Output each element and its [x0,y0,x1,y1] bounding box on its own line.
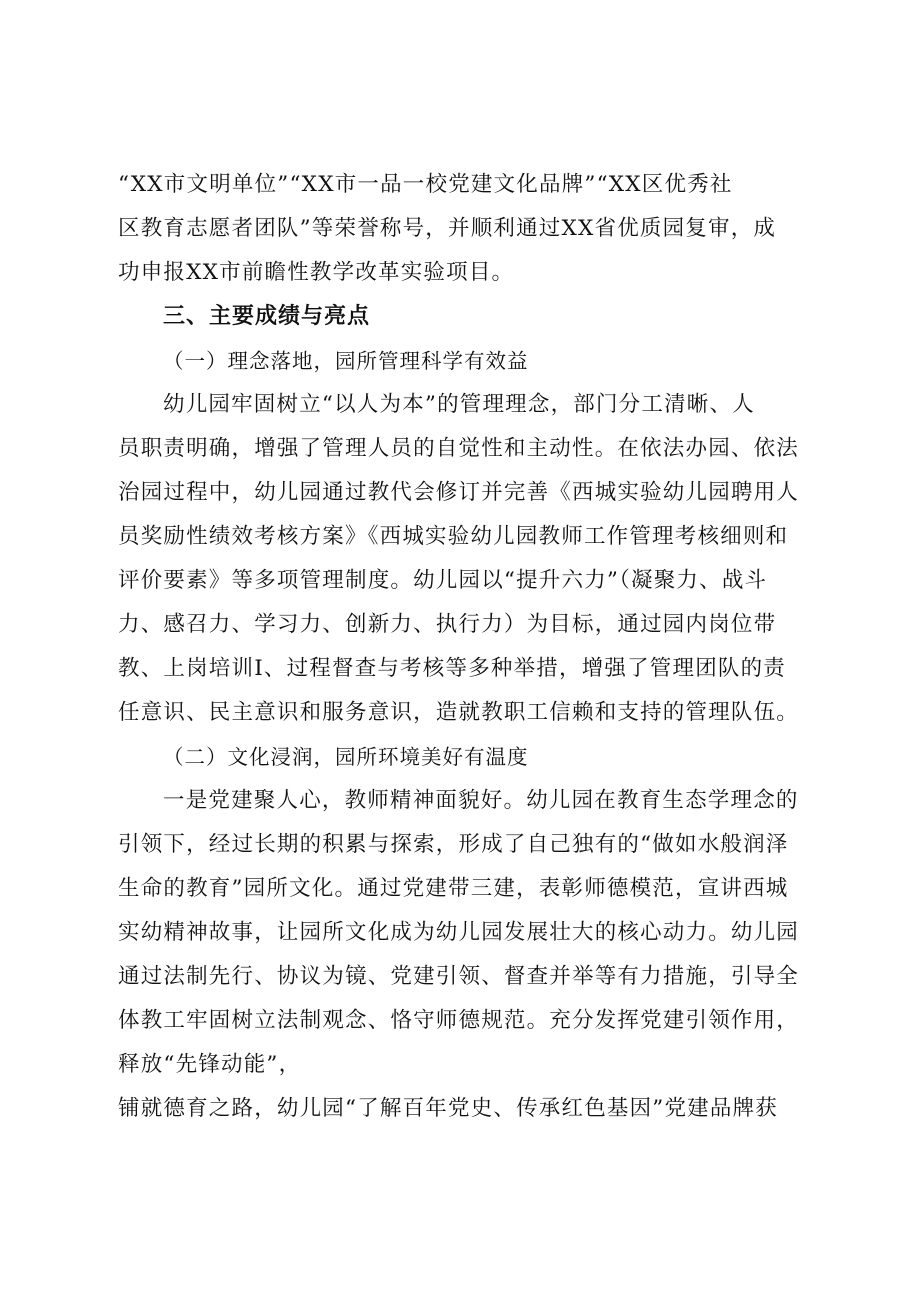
subsection-1-line-1: 幼儿园牢固树立“以人为本”的管理理念，部门分工清晰、人 [163,392,755,417]
subsection-1-line-4: 员奖励性绩效考核方案》《西城实验幼儿园教师工作管理考核细则和 [118,524,789,549]
subsection-2-line-6: 体教工牢固树立法制观念、恪守师德规范。充分发挥党建引领作用， [118,1008,800,1033]
subsection-1-line-5: 评价要素》等多项管理制度。幼儿园以“提升六力”（凝聚力、战斗 [118,568,768,593]
subsection-2-line-2: 引领下，经过长期的积累与探索，形成了自己独有的“做如水般润泽 [118,832,789,857]
subsection-2-line-4: 实幼精神故事，让园所文化成为幼儿园发展壮大的核心动力。幼儿园 [118,920,800,945]
subsection-1-line-6: 力、感召力、学习力、创新力、执行力）为目标，通过园内岗位带 [118,612,777,637]
subsection-1-line-7: 教、上岗培训I、过程督查与考核等多种举措，增强了管理团队的责 [118,656,786,681]
intro-line-2: 区教育志愿者团队”等荣誉称号，并顺利通过XX省优质园复审，成 [118,216,777,241]
subsection-2-line-1: 一是党建聚人心，教师精神面貌好。幼儿园在教育生态学理念的 [163,788,799,813]
subsection-1-title: （一）理念落地，园所管理科学有效益 [163,349,529,373]
subsection-2-line-8: 铺就德育之路，幼儿园“了解百年党史、传承红色基因”党建品牌获 [118,1096,778,1121]
subsection-1-line-3: 治园过程中，幼儿园通过教代会修订并完善《西城实验幼儿园聘用人 [118,480,800,505]
section-heading: 三、主要成绩与亮点 [163,304,371,329]
subsection-1-line-8: 任意识、民主意识和服务意识，造就教职工信赖和支持的管理队伍。 [118,700,800,725]
subsection-2-title: （二）文化浸润，园所环境美好有温度 [163,745,529,769]
subsection-2-line-7: 释放“先锋动能”， [118,1052,302,1077]
intro-line-1: “XX市文明单位”“XX市一品一校党建文化品牌”“XX区优秀社 [118,172,733,197]
subsection-2-line-5: 通过法制先行、协议为镜、党建引领、督查并举等有力措施，引导全 [118,964,800,989]
intro-line-3: 功申报XX市前瞻性教学改革实验项目。 [118,260,515,285]
subsection-1-line-2: 员职责明确，增强了管理人员的自觉性和主动性。在依法办园、依法 [118,436,800,461]
subsection-2-line-3: 生命的教育”园所文化。通过党建带三建，表彰师德模范，宣讲西城 [118,876,789,901]
